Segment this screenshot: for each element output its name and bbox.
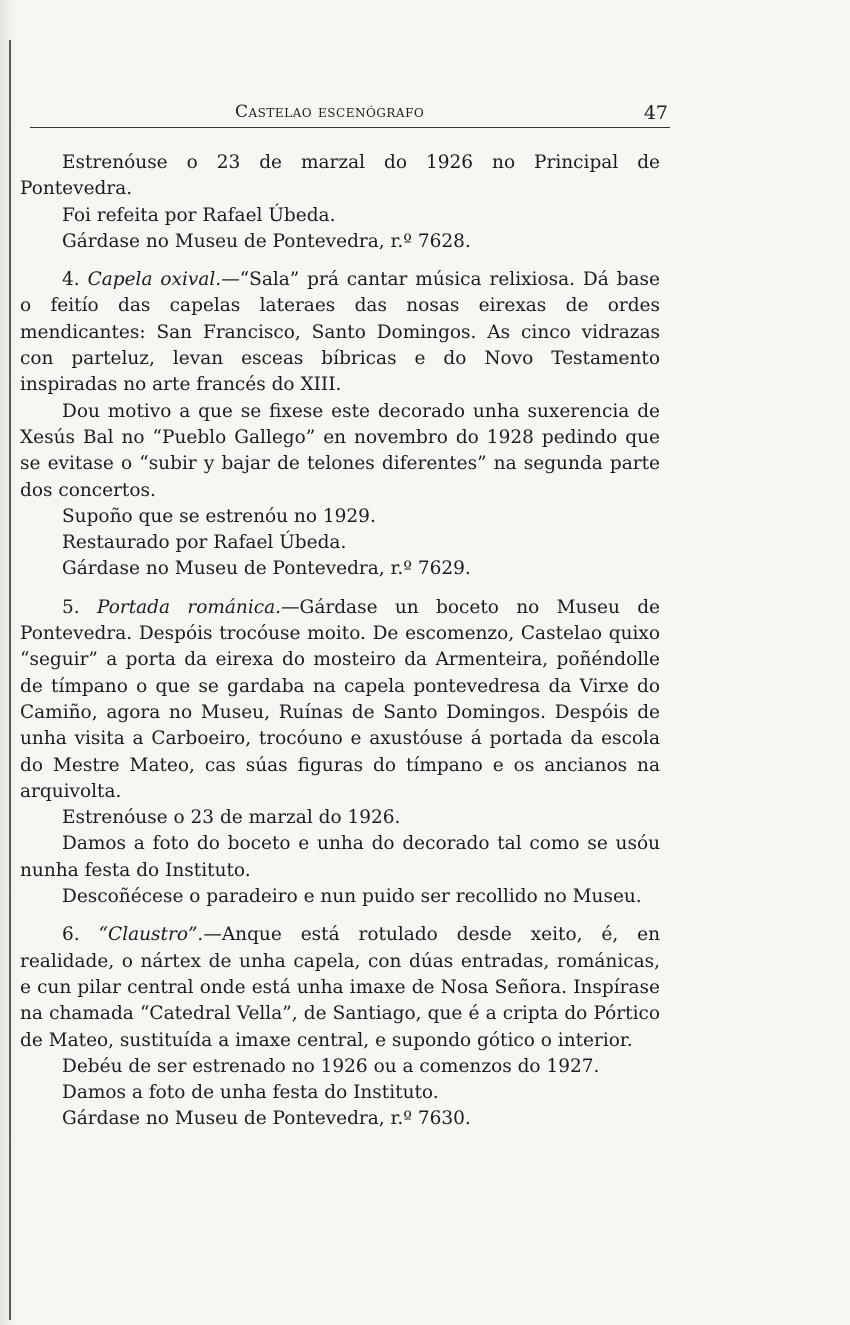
paragraph: Estrenóuse o 23 de marzal do 1926 no Principal de Pontevedra. — [20, 152, 660, 200]
section-6-paragraph — [20, 922, 660, 1053]
section-5-paragraph — [20, 595, 660, 805]
section-4-text: —“Sala” prá cantar música relixiosa. Dá base o feitío das capelas lateraes das nosas eirexas de ordes mendicantes: San Francisco, Santo Domingos. As cinco vidrazas con parteluz, levan esceas bíbricas e do Novo Testamento inspiradas no arte francés do XIII. — [20, 269, 660, 396]
section-5-text: —Gárdase un boceto no Museu de Pontevedra. Despóis trocóuse moito. De escomenzo, Castelao quixo “seguir” a porta da eirexa do mosteiro da Armenteira, poñéndolle de tímpano o que se gardaba na capela pontevedresa da Virxe do Camiño, agora no Museu, Ruínas de Santo Domingos. Despóis de unha visita a Carboeiro, trocóuno e axustóuse á portada da escola do Mestre Mateo, cas súas figuras do tímpano e os ancianos na arquivolta. — [20, 596, 660, 802]
section-4-number: 4. — [62, 269, 80, 291]
section-5-number: 5. — [62, 596, 80, 618]
paragraph: Debéu de ser estrenado no 1926 ou a comenzos do 1927. — [62, 1055, 600, 1077]
page-header — [30, 100, 670, 128]
paragraph: Gárdase no Museu de Pontevedra, r.º 7628. — [62, 230, 471, 252]
section-4-paragraph — [20, 267, 660, 398]
paragraph: Descoñécese o paradeiro e nun puido ser recollido no Museu. — [62, 886, 642, 908]
section-4-title: Capela oxival. — [87, 269, 222, 291]
section-gap — [20, 255, 660, 267]
section-gap — [20, 583, 660, 595]
paragraph: Damos a foto do boceto e unha do decorado tal como se usóu nunha festa do Instituto. — [20, 833, 660, 881]
section-6-title: “Claustro”. — [98, 924, 204, 946]
section-5-title: Portada románica. — [97, 596, 282, 618]
paragraph: Restaurado por Rafael Úbeda. — [62, 532, 347, 554]
header-rule — [30, 127, 670, 128]
paragraph: Foi refeita por Rafael Úbeda. — [62, 204, 336, 226]
page-body — [20, 150, 660, 1133]
binding-shadow-line — [9, 40, 11, 1320]
paragraph: Gárdase no Museu de Pontevedra, r.º 7630. — [62, 1108, 471, 1130]
paragraph: Damos a foto de unha festa do Instituto. — [62, 1082, 439, 1104]
paragraph: Dou motivo a que se fixese este decorado unha suxerencia de Xesús Bal no “Pueblo Gallego” en novembro do 1928 pedindo que se evitase o “subir y bajar de telones diferentes” na segunda parte dos concertos. — [20, 400, 660, 501]
running-title: Castelao escenógrafo — [235, 102, 425, 122]
section-gap — [20, 910, 660, 922]
section-6-number: 6. — [62, 924, 80, 946]
section-6-text: —Anque está rotulado desde xeito, é, en realidade, o nártex de unha capela, con dúas entradas, románicas, e cun pilar central onde está unha imaxe de Nosa Señora. Inspírase na chamada “Catedral Vella”, de Santiago, que é a cripta do Pórtico de Mateo, sustituída a imaxe central, e supondo gótico o interior. — [20, 924, 660, 1051]
page-number: 47 — [643, 102, 668, 124]
paragraph: Supoño que se estrenóu no 1929. — [62, 505, 376, 527]
paragraph: Estrenóuse o 23 de marzal do 1926. — [62, 807, 401, 829]
paragraph: Gárdase no Museu de Pontevedra, r.º 7629. — [62, 558, 471, 580]
